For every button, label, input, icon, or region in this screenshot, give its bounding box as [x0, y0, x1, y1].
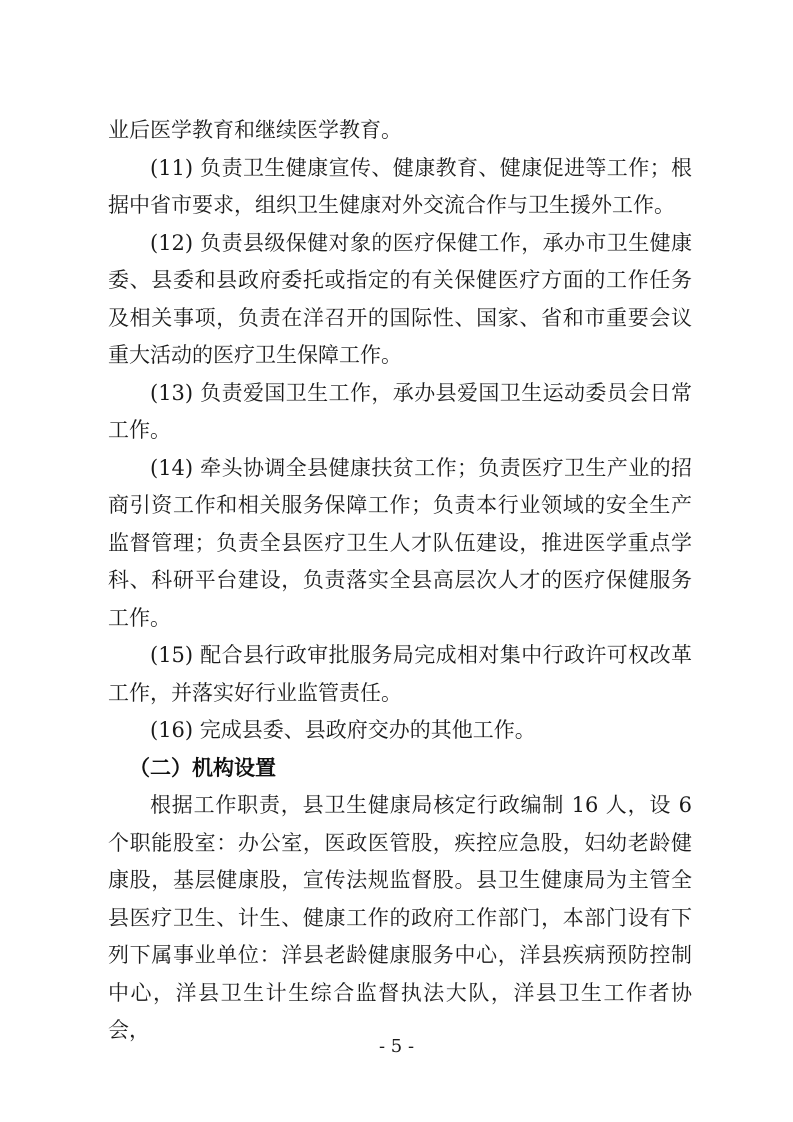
- paragraph-item-12: (12) 负责县级保健对象的医疗保健工作，承办市卫生健康委、县委和县政府委托或指定的有关保健医疗方面的工作任务及相关事项，负责在洋召开的国际性、国家、省和市重要会议重大活动的医疗卫生保障工作。: [108, 230, 692, 367]
- page-number: - 5 -: [378, 1036, 415, 1057]
- paragraph-item-15: (15) 配合县行政审批服务局完成相对集中行政许可权改革工作，并落实好行业监管责任。: [108, 643, 692, 705]
- section-paragraph: 根据工作职责，县卫生健康局核定行政编制 16 人，设 6 个职能股室：办公室，医政医管股，疾控应急股，妇幼老龄健康股，基层健康股，宣传法规监督股。县卫生健康局为主管全县医疗卫生、计生、健康工作的政府工作部门，本部门设有下列下属事业单位：洋县老龄健康服务中心，洋县疾病预防控制中心，洋县卫生计生综合监督执法大队，洋县卫生工作者协会，: [108, 793, 692, 1042]
- paragraph-item-13: (13) 负责爱国卫生工作，承办县爱国卫生运动委员会日常工作。: [108, 380, 692, 442]
- paragraph-item-16: (16) 完成县委、县政府交办的其他工作。: [150, 718, 536, 742]
- paragraph-continuation: 业后医学教育和继续医学教育。: [108, 118, 402, 142]
- paragraph-item-14: (14) 牵头协调全县健康扶贫工作；负责医疗卫生产业的招商引资工作和相关服务保障工作；负责本行业领域的安全生产监督管理；负责全县医疗卫生人才队伍建设，推进医学重点学科、科研平台建设，负责落实全县高层次人才的医疗保健服务工作。: [108, 455, 692, 630]
- section-heading: （二）机构设置: [129, 755, 276, 780]
- paragraph-item-11: (11) 负责卫生健康宣传、健康教育、健康促进等工作；根据中省市要求，组织卫生健康对外交流合作与卫生援外工作。: [108, 155, 692, 217]
- page-body: [108, 112, 692, 1050]
